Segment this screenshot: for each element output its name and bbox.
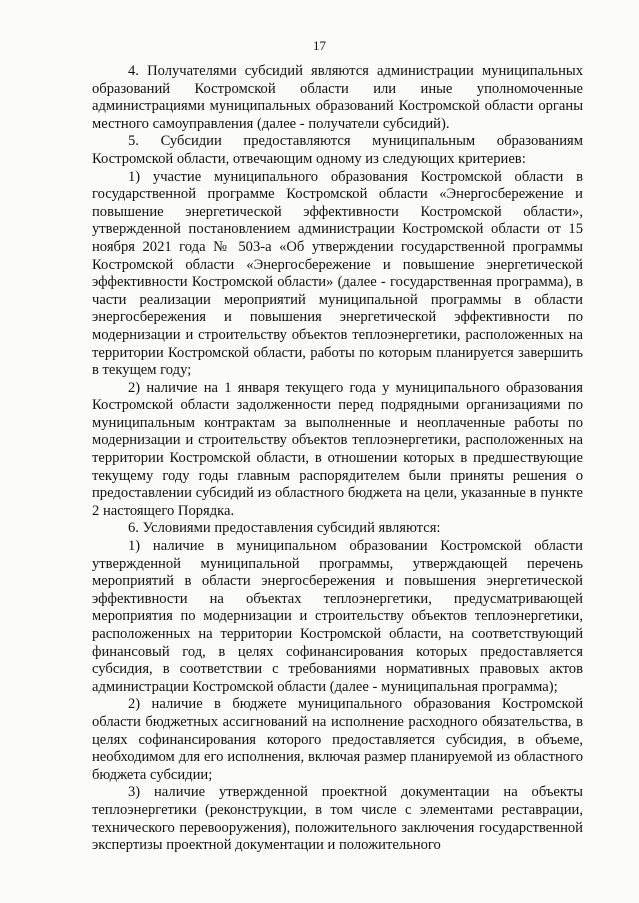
paragraph-5-criteria: 5. Субсидии предоставляются муниципальным образованиям Костромской области, отвечающим одному из следующих критериев: [92, 133, 583, 167]
paragraph-6-conditions: 6. Условиями предоставления субсидий являются: [128, 520, 441, 537]
condition-3: 3) наличие утвержденной проектной документации на объекты теплоэнергетики (реконструкции, в том числе с элементами реставрации, технического перевооружения), положительного заключения государственной экспертизы проектной документации и положительного [92, 784, 583, 854]
document-body [92, 63, 583, 855]
criterion-1: 1) участие муниципального образования Костромской области в государственной программе Костромской области «Энергосбережение и повышение энергетической эффективности Костромской области», утвержденной постановлением администрации Костромской области от 15 ноября 2021 года № 503-а «Об утверждении государственной программы Костромской области «Энергосбережение и повышение энергетической эффективности Костромской области» (далее - государственная программа), в части реализации мероприятий муниципальной программы в области энергосбережения и повышения энергетической эффективности по модернизации и строительству объектов теплоэнергетики, расположенных на территории Костромской области, работы по которым планируется завершить в текущем году; [92, 168, 583, 379]
condition-1: 1) наличие в муниципальном образовании Костромской области утвержденной муниципальной программы, утверждающей перечень мероприятий в области энергосбережения и повышения энергетической эффективности на объектах теплоэнергетики, предусматривающей мероприятия по модернизации и строительству объектов теплоэнергетики, расположенных на территории Костромской области, на соответствующий финансовый год, в целях софинансирования которых предоставляется субсидия, в соответствии с требованиями нормативных правовых актов администрации Костромской области (далее - муниципальная программа); [92, 538, 583, 695]
condition-2: 2) наличие в бюджете муниципального образования Костромской области бюджетных ассигнований на исполнение расходного обязательства, в целях софинансирования которого предоставляется субсидия, в объеме, необходимом для его исполнения, включая размер планируемой из областного бюджета субсидии; [92, 696, 583, 783]
paragraph-4-recipients: 4. Получателями субсидий являются администрации муниципальных образований Костромской области или иные уполномоченные администрациями муниципальных образований Костромской области органы местного самоуправления (далее - получатели субсидий). [92, 63, 583, 132]
page-number: 17 [313, 38, 326, 53]
criterion-2: 2) наличие на 1 января текущего года у муниципального образования Костромской области задолженности перед подрядными организациями по муниципальным контрактам за выполненные и неоплаченные работы по модернизации и строительству объектов теплоэнергетики, расположенных на территории Костромской области, в отношении которых в предшествующие текущему году годы главным распорядителем были приняты решения о предоставлении субсидий из областного бюджета на цели, указанные в пункте 2 настоящего Порядка. [92, 379, 583, 519]
